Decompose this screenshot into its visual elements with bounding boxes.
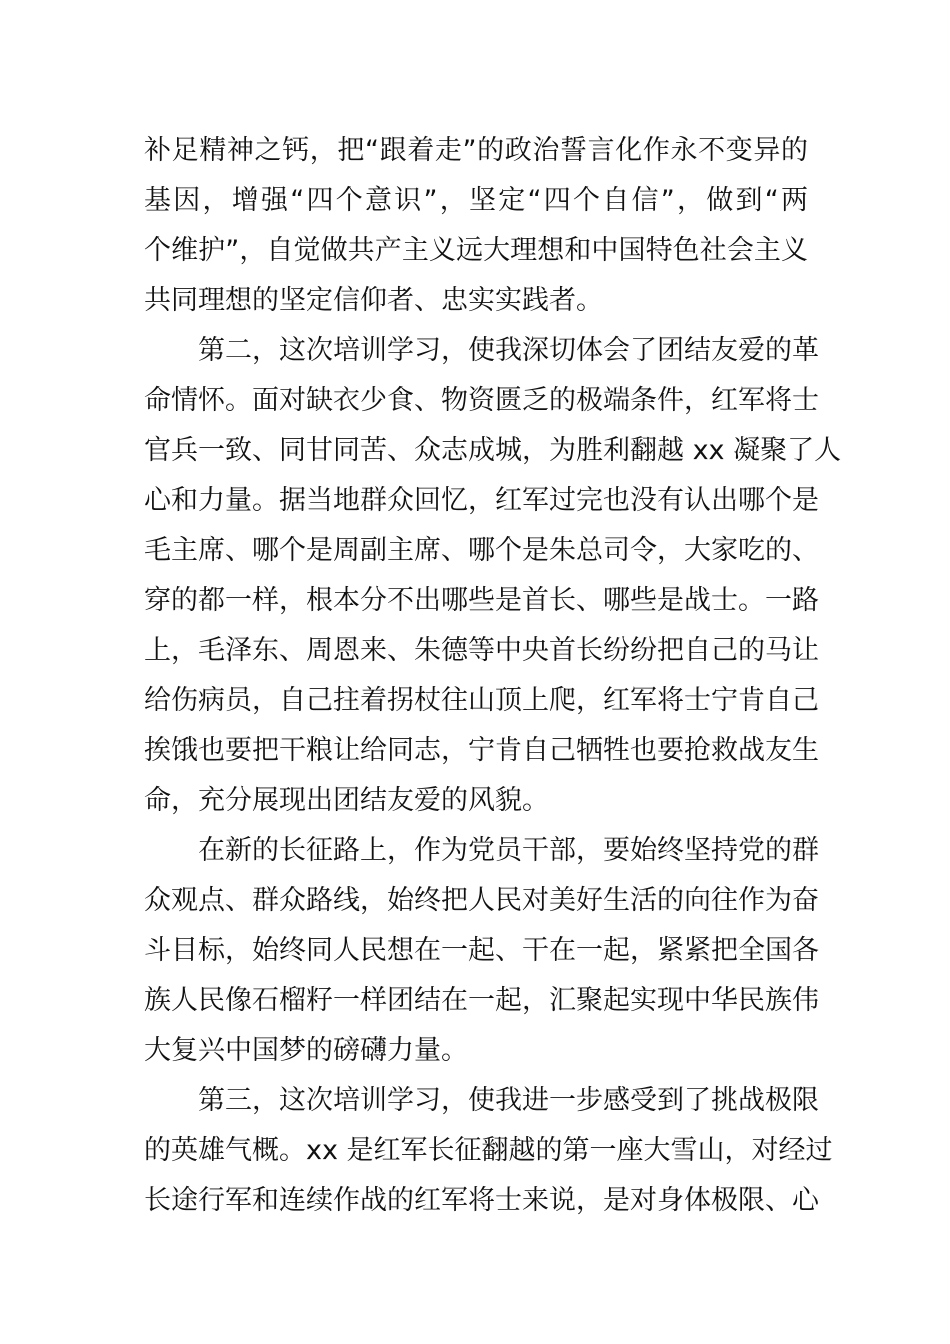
paragraph-start-line: 在新的长征路上，作为党员干部，要始终坚持党的群 (198, 835, 819, 866)
text-line: 补足精神之钙，把“跟着走”的政治誓言化作永不变异的 (144, 135, 808, 166)
text-line: 挨饿也要把干粮让给同志，宁肯自己牺牲也要抢救战友生 (144, 735, 819, 766)
text-line: 官兵一致、同甘同苦、众志成城，为胜利翻越 xx 凝聚了人 (144, 435, 842, 466)
text-line: 众观点、群众路线，始终把人民对美好生活的向往作为奋 (144, 885, 819, 916)
text-line: 长途行军和连续作战的红军将士来说，是对身体极限、心 (144, 1185, 819, 1216)
paragraph-start-line: 第三，这次培训学习，使我进一步感受到了挑战极限 (198, 1085, 819, 1116)
text-line: 心和力量。据当地群众回忆，红军过完也没有认出哪个是 (144, 485, 819, 516)
paragraph-start-line: 第二，这次培训学习，使我深切体会了团结友爱的革 (198, 335, 819, 366)
text-line: 毛主席、哪个是周副主席、哪个是朱总司令，大家吃的、 (144, 535, 819, 566)
text-line: 共同理想的坚定信仰者、忠实实践者。 (144, 285, 603, 316)
text-line: 穿的都一样，根本分不出哪些是首长、哪些是战士。一路 (144, 585, 819, 616)
text-line: 大复兴中国梦的磅礴力量。 (144, 1035, 468, 1066)
text-line: 基因，增强“四个意识”，坚定“四个自信”，做到“两 (144, 185, 808, 216)
text-line: 个维护”，自觉做共产主义远大理想和中国特色社会主义 (144, 235, 808, 266)
text-line: 命，充分展现出团结友爱的风貌。 (144, 785, 549, 816)
text-line: 上，毛泽东、周恩来、朱德等中央首长纷纷把自己的马让 (144, 635, 819, 666)
text-line: 给伤病员，自己拄着拐杖往山顶上爬，红军将士宁肯自己 (144, 685, 819, 716)
text-line: 族人民像石榴籽一样团结在一起，汇聚起实现中华民族伟 (144, 985, 819, 1016)
text-line: 的英雄气概。xx 是红军长征翻越的第一座大雪山，对经过 (144, 1135, 833, 1166)
text-line: 斗目标，始终同人民想在一起、干在一起，紧紧把全国各 (144, 935, 819, 966)
body-text (144, 126, 842, 1226)
text-line: 命情怀。面对缺衣少食、物资匮乏的极端条件，红军将士 (144, 385, 819, 416)
